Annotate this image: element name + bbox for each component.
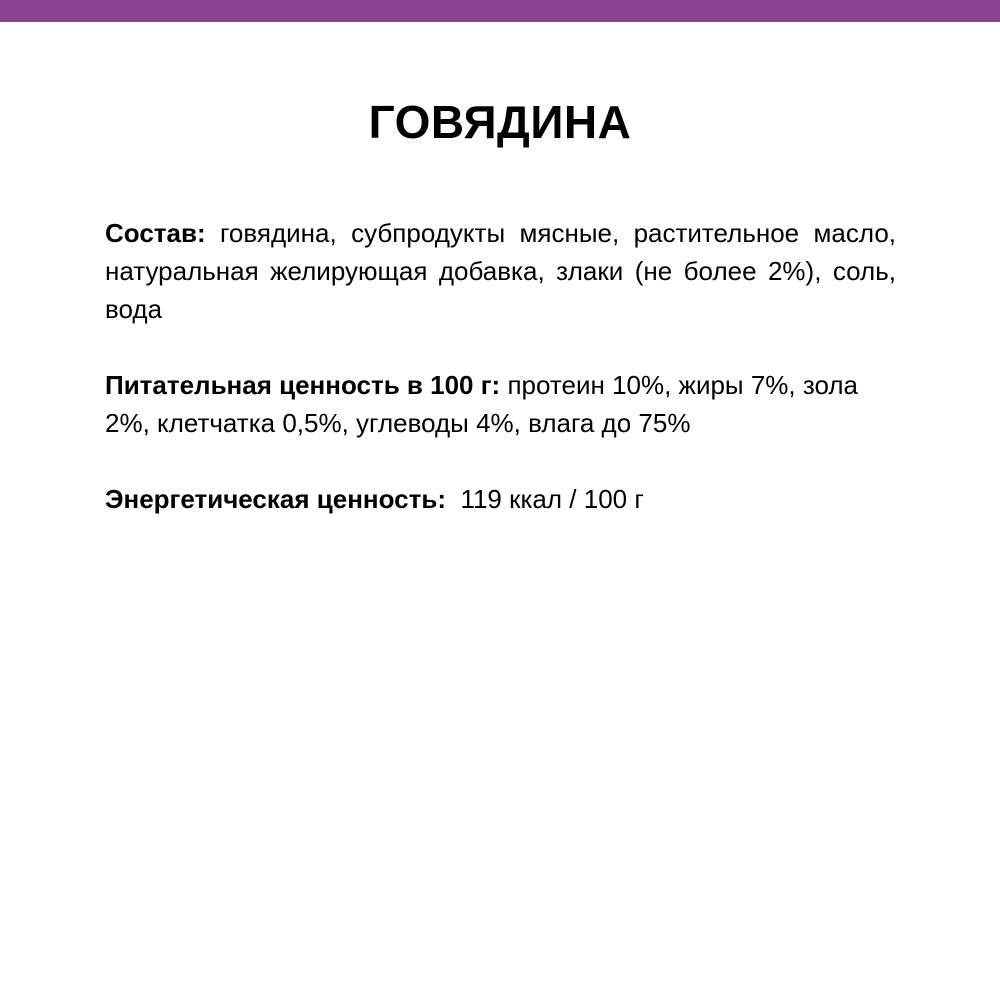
composition-label: Состав: [105, 218, 206, 248]
nutrition-paragraph [105, 366, 896, 442]
energy-label: Энергетическая ценность: [105, 484, 446, 514]
nutrition-label: Питательная ценность в 100 г: [105, 370, 501, 400]
energy-text: 119 ккал / 100 г [460, 484, 644, 514]
composition-text: говядина, субпродукты мясные, растительное масло, натуральная желирующая добавка, злаки (не более 2%), соль, вода [105, 218, 897, 324]
page-title: ГОВЯДИНА [368, 96, 632, 148]
nutrition-text: протеин 10%, жиры 7%, зола 2%, клетчатка 0,5%, углеводы 4%, влага до 75% [105, 370, 859, 438]
composition-paragraph [105, 214, 896, 328]
top-accent-bar [0, 0, 1000, 22]
product-info [105, 214, 896, 556]
energy-paragraph [105, 480, 896, 518]
